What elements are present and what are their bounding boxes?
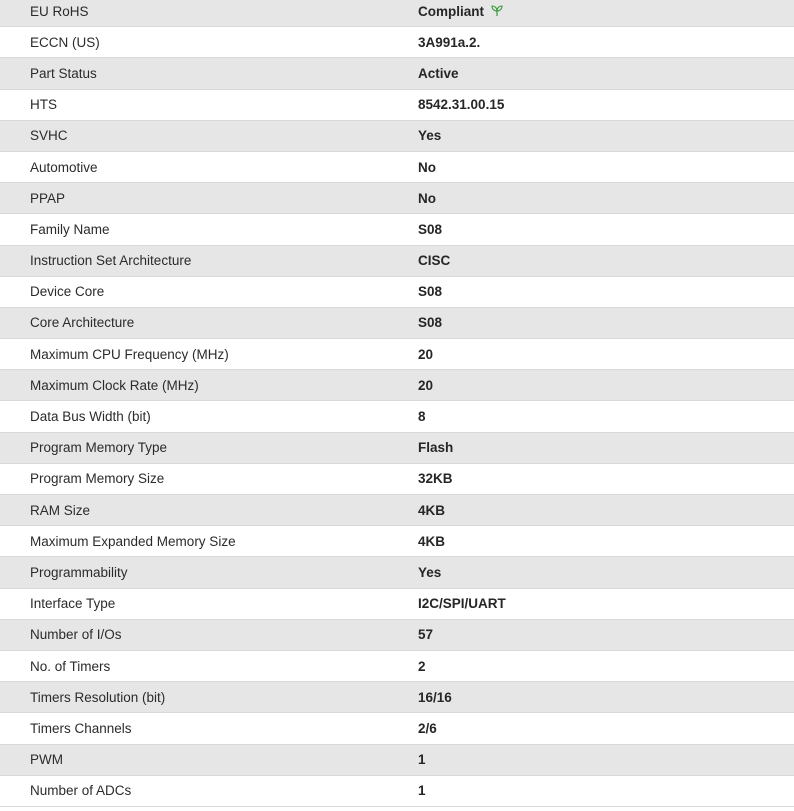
spec-value: Flash [418, 440, 454, 456]
spec-value: 8542.31.00.15 [418, 97, 505, 113]
spec-row-hts [0, 90, 794, 121]
spec-value: 2 [418, 658, 426, 674]
spec-row-max-cpu-frequency [0, 339, 794, 370]
spec-label: Timers Channels [30, 720, 132, 736]
spec-value: S08 [418, 315, 443, 331]
spec-label: Maximum CPU Frequency (MHz) [30, 346, 229, 362]
spec-row-family-name [0, 214, 794, 245]
spec-row-core-architecture [0, 308, 794, 339]
spec-label: SVHC [30, 128, 68, 144]
spec-value: 4KB [418, 533, 446, 549]
spec-row-interface-type [0, 589, 794, 620]
spec-value: Yes [418, 564, 442, 580]
spec-row-ppap [0, 183, 794, 214]
spec-row-device-core [0, 277, 794, 308]
spec-value-wrapper [418, 4, 794, 19]
spec-label: Interface Type [30, 596, 116, 612]
spec-value: Compliant [418, 3, 484, 19]
spec-label: Timers Resolution (bit) [30, 689, 166, 705]
spec-row-no-of-timers [0, 651, 794, 682]
spec-label: Data Bus Width (bit) [30, 409, 151, 425]
spec-value: I2C/SPI/UART [418, 596, 506, 612]
spec-value: No [418, 190, 436, 206]
spec-label: EU RoHS [30, 3, 89, 19]
spec-value: 57 [418, 627, 434, 643]
leaf-icon [490, 4, 504, 18]
spec-label: Part Status [30, 65, 97, 81]
spec-row-ram-size [0, 495, 794, 526]
spec-label: Family Name [30, 221, 110, 237]
spec-row-eu-rohs [0, 0, 794, 27]
spec-label: RAM Size [30, 502, 91, 518]
spec-row-number-of-adcs [0, 776, 794, 807]
spec-value: 32KB [418, 471, 453, 487]
spec-row-timers-channels [0, 713, 794, 744]
spec-value: 3A991a.2. [418, 34, 481, 50]
spec-row-automotive [0, 152, 794, 183]
spec-value: CISC [418, 253, 451, 269]
spec-label: No. of Timers [30, 658, 111, 674]
spec-label: PWM [30, 752, 63, 768]
spec-row-max-clock-rate [0, 370, 794, 401]
spec-row-eccn [0, 27, 794, 58]
spec-value: 4KB [418, 502, 446, 518]
spec-value: 1 [418, 783, 426, 799]
spec-row-part-status [0, 58, 794, 89]
spec-label: PPAP [30, 190, 66, 206]
spec-label: Automotive [30, 159, 98, 175]
spec-label: Program Memory Type [30, 440, 168, 456]
spec-row-svhc [0, 121, 794, 152]
spec-label: Number of I/Os [30, 627, 122, 643]
spec-label: Instruction Set Architecture [30, 253, 192, 269]
spec-value: 20 [418, 377, 434, 393]
spec-label: Programmability [30, 564, 128, 580]
spec-row-max-expanded-memory [0, 526, 794, 557]
spec-label: Number of ADCs [30, 783, 132, 799]
spec-value: S08 [418, 284, 443, 300]
spec-row-program-memory-type [0, 433, 794, 464]
spec-row-instruction-set-architecture [0, 246, 794, 277]
spec-value: Active [418, 65, 459, 81]
spec-row-timers-resolution [0, 682, 794, 713]
spec-label: Device Core [30, 284, 105, 300]
spec-value: 20 [418, 346, 434, 362]
spec-value: Yes [418, 128, 442, 144]
spec-row-number-of-ios [0, 620, 794, 651]
spec-label: HTS [30, 97, 57, 113]
spec-label: Maximum Clock Rate (MHz) [30, 377, 199, 393]
spec-label: ECCN (US) [30, 34, 100, 50]
spec-label: Core Architecture [30, 315, 135, 331]
spec-value: S08 [418, 221, 443, 237]
spec-value: No [418, 159, 436, 175]
spec-label: Maximum Expanded Memory Size [30, 533, 236, 549]
spec-value: 16/16 [418, 689, 452, 705]
spec-value: 2/6 [418, 720, 437, 736]
spec-row-pwm [0, 745, 794, 776]
spec-row-data-bus-width [0, 401, 794, 432]
spec-row-programmability [0, 557, 794, 588]
spec-label: Program Memory Size [30, 471, 165, 487]
spec-row-program-memory-size [0, 464, 794, 495]
spec-value: 1 [418, 752, 426, 768]
spec-value: 8 [418, 409, 426, 425]
